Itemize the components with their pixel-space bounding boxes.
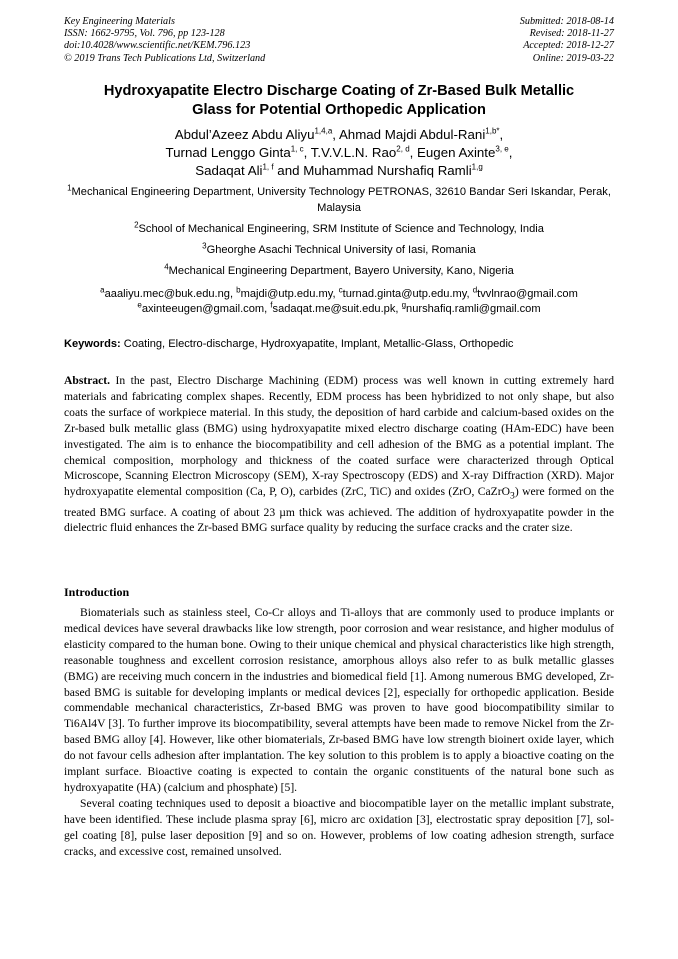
intro-paragraph-1: Biomaterials such as stainless steel, Co-Cr alloys and Ti-alloys that are commonly used to produce implants or medical devices have several drawbacks like low strength, poor corrosion and wear resistance, and higher modulus of elasticity compared to the human bone. Owing to their unique chemical and physical characteristics like high strength, reasonable toughness and excellent corrosion resistance, amorphous alloys also refer to as bulk metallic glasses (BMG) are receiving much concern in the industries and biomedical field [1]. Among numerous BMG developed, Zr-based BMG is suitable for developing implants or medical devices [2], especially for orthopedic application. Beside commendable mechanical characteristics, Zr-based BMG was proven to have good biocompatibility similar to Ti6Al4V [3]. To further improve its biocompatibility, several attempts have been made to remove Nickel from the Zr-based BMG alloy [4]. However, like other biomaterials, Zr-based BMG have low strength bioinert oxide layer, which do not favour cells adhesion after implantation. The key solution to this problem is to apply a bioactive coating on the implant surface. Bioactive coating is expected to contain the organic constituents of the natural bone such as hydroxyapatite (HA) (calcium and phosphate) [5]. [64,606,614,794]
intro-paragraph-2: Several coating techniques used to deposit a bioactive and biocompatible layer on the metallic implant substrate, have been identified. These include plasma spray [6], micro arc oxidation [3], electrostatic spray deposition [7], sol-gel coating [8], pulse laser deposition [9] and so on. However, problems of low coating adhesion strength, surface cracks, and excessive cost, remained unsolved. [64,796,614,858]
author-name: Abdul’Azeez Abdu Aliyu [174,127,315,142]
online-date: Online: 2019-03-22 [532,52,614,64]
author-affiliation-mark: 1, f [262,162,274,172]
author-separator: , [499,127,504,142]
abstract-paragraph [64,373,614,536]
author-name: Ahmad Majdi Abdul-Rani [338,127,486,142]
email-link[interactable]: sadaqat.me@suit.edu.pk, [272,303,402,316]
email-link[interactable]: axinteeugen@gmail.com, [141,303,271,316]
email-mark: c [338,285,343,295]
email-link[interactable]: nurshafiq.ramli@gmail.com [406,303,541,316]
email-link[interactable]: aaaliyu.mec@buk.edu.ng, [104,288,237,300]
section-heading-introduction: Introduction [64,585,130,599]
email-mark: a [100,285,105,295]
author-separator: and [273,163,304,178]
affiliation-text: Mechanical Engineering Department, Bayero University, Kano, Nigeria [168,265,514,277]
affiliation-3 [64,243,614,259]
email-link[interactable]: majdi@utp.edu.my, [240,288,339,300]
author-name: Eugen Axinte [417,145,496,160]
email-link[interactable]: tvvlnrao@gmail.com [477,288,578,300]
abstract-subscript: 3 [510,490,515,502]
keywords-line [64,337,614,351]
affiliation-4 [64,264,614,280]
author-name: Turnad Lenggo Ginta [165,145,291,160]
author-separator: , [332,127,339,142]
author-affiliation-mark: 2, d [396,144,410,154]
introduction-section [64,605,614,860]
author-separator: , [409,145,418,160]
keywords-label: Keywords: [64,338,121,350]
author-name: Sadaqat Ali [195,163,263,178]
revised-date: Revised: 2018-11-27 [529,28,614,40]
journal-info [64,16,394,65]
author-affiliation-mark: 1,g [471,162,483,172]
author-affiliation-mark: 1,b* [485,126,500,136]
email-link[interactable]: turnad.ginta@utp.edu.my, [342,288,473,300]
doi-line[interactable]: doi:10.4028/www.scientific.net/KEM.796.123 [64,40,251,52]
affiliation-text: Mechanical Engineering Department, University Technology PETRONAS, 32610 Bandar Seri Iskandar, Perak, Malaysia [71,186,611,214]
affiliation-mark: 2 [134,220,139,230]
author-name: T.V.V.L.N. Rao [310,145,397,160]
affiliation-text: School of Mechanical Engineering, SRM Institute of Science and Technology, India [138,223,544,235]
paper-title [64,82,614,120]
author-emails [64,287,614,317]
affiliation-text: Gheorghe Asachi Technical University of Iasi, Romania [206,244,476,256]
affiliation-mark: 4 [164,262,169,272]
affiliation-1 [64,185,614,216]
publication-dates [414,16,614,65]
copyright-line: © 2019 Trans Tech Publications Ltd, Switzerland [64,52,266,64]
author-affiliation-mark: 1, c [290,144,304,154]
abstract-text-continued: ) were formed on the treated BMG surface. A coating of about 23 µm thick was achieved. The addition of hydroxyapatite powder in the dielectric fluid enhances the Zr-based BMG surface quality by reducing the surface cracks and the crater size. [64,485,615,535]
title-line-2: Glass for Potential Orthopedic Application [192,102,486,118]
affiliation-mark: 1 [67,183,72,193]
issn-line: ISSN: 1662-9795, Vol. 796, pp 123-128 [64,28,225,40]
accepted-date: Accepted: 2018-12-27 [523,40,614,52]
author-name: Muhammad Nurshafiq Ramli [303,163,472,178]
affiliation-mark: 3 [202,241,207,251]
email-mark: b [236,285,241,295]
abstract-text: In the past, Electro Discharge Machining (EDM) process was well known in cutting extremely hard materials and fabricating complex shapes. Recently, EDM process has been hybridized to not only shape, but also coats the surface of workpiece material. In this study, the deposition of hard carbide and calcium-based oxides on the Zr-based bulk metallic glass (BMG) using hydroxyapatite mixed electro discharge coating (HAm-EDC) have been investigated. The aim is to enhance the biocompatibility and cell adhesion of the BMG as a potential implant. The chemical composition, morphology and thickness of the coated surface were characterized through Optical Microscope, Scanning Electron Microscopy (SEM), X-ray Spectroscopy (EDS) and X-ray Diffraction (XRD). Major hydroxyapatite elemental composition (Ca, P, O), carbides (ZrC, TiC) and oxides (ZrO, CaZrO [64,374,614,499]
author-separator: , [508,145,513,160]
title-line-1: Hydroxyapatite Electro Discharge Coating of Zr-Based Bulk Metallic [103,83,575,99]
email-mark: e [137,300,142,310]
submitted-date: Submitted: 2018-08-14 [519,16,614,27]
email-mark: f [270,300,273,310]
keywords-text: Coating, Electro-discharge, Hydroxyapatite, Implant, Metallic-Glass, Orthopedic [120,338,514,350]
email-mark: g [401,300,407,310]
journal-name: Key Engineering Materials [64,16,175,27]
author-affiliation-mark: 3, e [495,144,509,154]
author-separator: , [303,145,311,160]
affiliation-2 [64,222,614,238]
author-list [64,126,614,180]
abstract-label: Abstract. [64,374,111,387]
author-affiliation-mark: 1,4,a [314,126,333,136]
email-mark: d [472,285,478,295]
